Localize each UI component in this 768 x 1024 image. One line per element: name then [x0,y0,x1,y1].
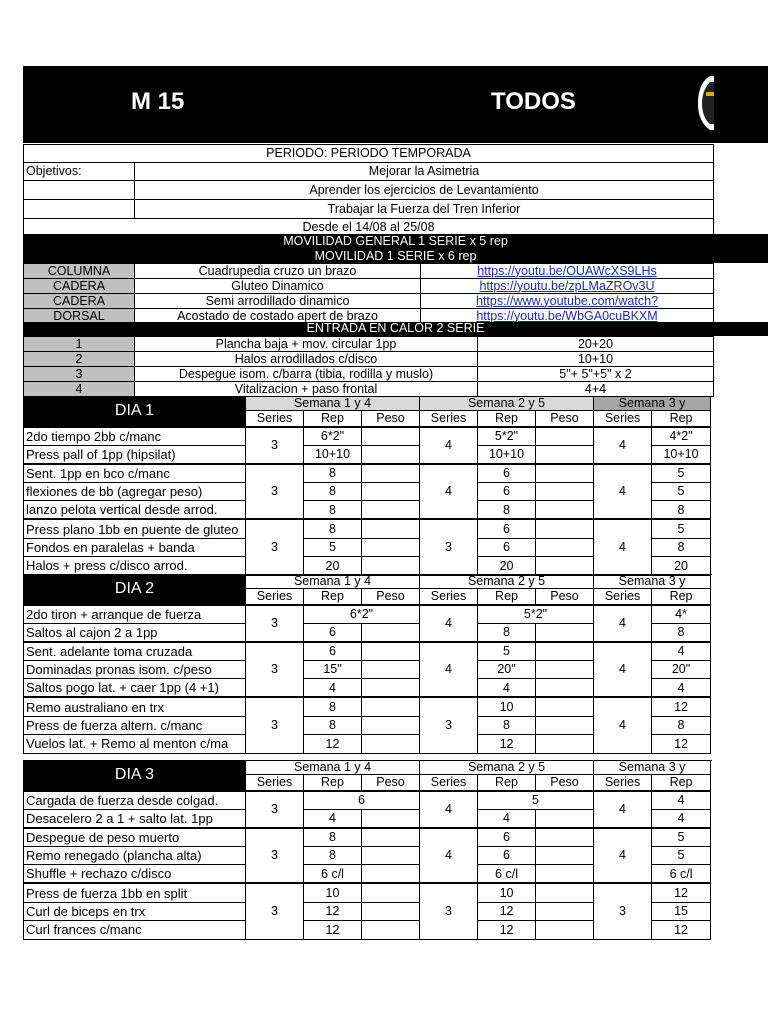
exercise-name: Dominadas pronas isom. c/peso [24,660,246,679]
series-count: 4 [594,427,652,464]
rep-value: 8 [304,697,362,716]
zona: COLUMNA [24,264,135,279]
rep-value: 20 [652,557,711,576]
peso-value[interactable] [536,660,594,679]
movilidad-row [24,264,714,279]
zona: CADERA [24,294,135,309]
rep-value: 8 [478,501,536,520]
peso-value[interactable] [536,902,594,921]
series-count: 3 [420,883,478,939]
series-count: 3 [246,828,304,884]
col-header-peso: Peso [536,411,594,427]
week-header: Semana 3 y [594,761,711,775]
peso-value[interactable] [536,883,594,902]
peso-value[interactable] [536,809,594,828]
rep-value: 6 [478,846,536,865]
rep-value: 4 [652,791,711,810]
video-link[interactable]: https://youtu.be/OUAWcXS9LHs [421,264,714,279]
col-header-rep: Rep [478,411,536,427]
rep-value: 8 [304,482,362,501]
peso-value[interactable] [536,735,594,754]
exercise-name: lanzo pelota vertical desde arrod. [24,501,246,520]
rep-value: 8 [652,716,711,735]
dosis: 5"+ 5"+5" x 2 [478,367,714,382]
peso-value[interactable] [536,679,594,698]
series-count: 4 [594,791,652,828]
rep-value: 6 [478,464,536,483]
rep-value: 6 c/l [304,865,362,884]
peso-value[interactable] [362,828,420,847]
week-header: Semana 2 y 5 [420,761,594,775]
ejercicio: Halos arrodillados c/disco [135,352,478,367]
rep-value: 12 [304,902,362,921]
entrada-table [23,336,714,397]
rep-value: 5 [652,846,711,865]
peso-value[interactable] [536,716,594,735]
col-header-peso: Peso [362,411,420,427]
day-title: DIA 1 [24,397,246,427]
rep-value: 12 [652,735,711,754]
rep-value: 8 [304,501,362,520]
peso-value[interactable] [362,846,420,865]
header-group: TODOS [491,88,576,115]
peso-value[interactable] [536,519,594,538]
week-header: Semana 1 y 4 [246,575,420,589]
club-crest-icon [696,74,714,132]
peso-value[interactable] [362,538,420,557]
exercise-name: Remo renegado (plancha alta) [24,846,246,865]
peso-value[interactable] [362,716,420,735]
week-header: Semana 1 y 4 [246,761,420,775]
peso-value[interactable] [362,902,420,921]
exercise-row [24,828,711,847]
series-count: 3 [246,642,304,698]
col-header-series: Series [420,411,478,427]
day-table [23,760,711,940]
rep-value: 4*2" [652,427,711,446]
series-count: 4 [594,464,652,520]
exercise-name: Shuffle + rechazo c/disco [24,865,246,884]
objetivo-3: Trabajar la Fuerza del Tren Inferior [135,200,714,219]
entrada-title: ENTRADA EN CALOR 2 SERIE [306,321,485,335]
entrada-row [24,352,714,367]
exercise-row [24,519,711,538]
movilidad-row [24,294,714,309]
peso-value[interactable] [536,482,594,501]
exercise-name: Press de fuerza altern. c/manc [24,716,246,735]
exercise-name: Despegue de peso muerto [24,828,246,847]
series-count: 3 [246,519,304,575]
rep-value: 12 [652,921,711,940]
exercise-name: Cargada de fuerza desde colgad. [24,791,246,810]
series-count: 3 [246,697,304,753]
peso-value[interactable] [536,427,594,446]
zona: DORSAL [24,309,135,324]
series-count: 4 [594,697,652,753]
rep-value: 12 [304,921,362,940]
exercise-name: Halos + press c/disco arrod. [24,557,246,576]
exercise-name: Sent. 1pp en bco c/manc [24,464,246,483]
rep-value: 6 [478,519,536,538]
zona: CADERA [24,279,135,294]
rep-value: 12 [478,735,536,754]
exercise-name: Curl de biceps en trx [24,902,246,921]
series-count: 3 [246,427,304,464]
rep-value: 10 [478,697,536,716]
rep-value: 15 [652,902,711,921]
rep-value: 8 [304,828,362,847]
rep-value: 12 [478,921,536,940]
movilidad-table [23,263,714,324]
peso-value[interactable] [362,642,420,661]
exercise-name: Saltos pogo lat. + caer 1pp (4 +1) [24,679,246,698]
day-table [23,574,711,754]
rep-value: 5 [652,464,711,483]
col-header-rep: Rep [304,775,362,791]
series-count: 4 [594,519,652,575]
rep-value: 8 [304,464,362,483]
rep-value: 20" [478,660,536,679]
exercise-name: flexiones de bb (agregar peso) [24,482,246,501]
entrada-row [24,337,714,352]
video-link[interactable]: https://youtu.be/WbGA0cuBKXM [421,309,714,324]
ejercicio: Cuadrupedia cruzo un brazo [135,264,421,279]
rep-value: 8 [652,538,711,557]
rep-value: 4 [304,809,362,828]
peso-value[interactable] [536,538,594,557]
peso-value[interactable] [536,557,594,576]
rep-value: 5 [652,482,711,501]
dosis: 10+10 [478,352,714,367]
peso-value[interactable] [536,501,594,520]
objetivo-1: Mejorar la Asimetria [135,163,714,181]
rep-value: 5 [652,519,711,538]
series-count: 4 [594,828,652,884]
rep-value: 8 [478,716,536,735]
peso-value[interactable] [362,921,420,940]
rep-value: 4 [652,809,711,828]
rep-value: 6*2" [304,427,362,446]
peso-value[interactable] [362,464,420,483]
rep-value: 6 [304,642,362,661]
col-header-rep: Rep [304,589,362,605]
exercise-name: Press de fuerza 1bb en split [24,883,246,902]
col-header-peso: Peso [362,775,420,791]
exercise-name: Fondos en paralelas + banda [24,538,246,557]
movilidad-general-title: MOVILIDAD GENERAL 1 SERIE x 5 rep [283,234,508,248]
ejercicio: Plancha baja + mov. circular 1pp [135,337,478,352]
series-count: 4 [420,828,478,884]
exercise-name: 2do tiron + arranque de fuerza [24,605,246,624]
series-count: 3 [594,883,652,939]
exercise-name: Saltos al cajon 2 a 1pp [24,623,246,642]
rep-value: 8 [652,501,711,520]
periodo: PERIODO: PERIODO TEMPORADA [24,145,714,163]
numero: 3 [24,367,135,382]
numero: 4 [24,382,135,397]
week-header: Semana 2 y 5 [420,397,594,411]
series-count: 4 [420,605,478,642]
rep-value: 10+10 [652,445,711,464]
week-header: Semana 1 y 4 [246,397,420,411]
peso-value[interactable] [536,846,594,865]
peso-value[interactable] [362,482,420,501]
peso-value[interactable] [362,883,420,902]
objetivos-label: Objetivos: [24,163,135,181]
rep-value: 10+10 [478,445,536,464]
numero: 2 [24,352,135,367]
header-category: M 15 [131,88,185,115]
peso-value[interactable] [362,697,420,716]
rep-value: 8 [478,623,536,642]
rep-value: 4 [304,679,362,698]
series-count: 3 [246,605,304,642]
rep-value: 6 [304,623,362,642]
series-count: 3 [420,697,478,753]
ejercicio: Vitalizacion + paso frontal [135,382,478,397]
col-header-series: Series [420,775,478,791]
exercise-row [24,883,711,902]
ejercicio: Gluteo Dinamico [135,279,421,294]
numero: 1 [24,337,135,352]
peso-value[interactable] [362,679,420,698]
movilidad-title: MOVILIDAD 1 SERIE x 6 rep [314,249,477,263]
series-count: 4 [420,791,478,828]
col-header-series: Series [246,775,304,791]
rep-value: 4 [478,809,536,828]
rep-value: 6 [478,538,536,557]
rep-value: 6 [304,791,420,810]
rep-value: 12 [478,902,536,921]
exercise-name: Curl frances c/manc [24,921,246,940]
exercise-name: Press plano 1bb en puente de gluteo [24,519,246,538]
col-header-series: Series [594,775,652,791]
rep-value: 6 [478,828,536,847]
exercise-row [24,791,711,810]
col-header-series: Series [246,589,304,605]
series-count: 4 [420,464,478,520]
col-header-series: Series [246,411,304,427]
exercise-row [24,605,711,624]
peso-value[interactable] [362,501,420,520]
series-count: 3 [246,464,304,520]
col-header-rep: Rep [652,411,711,427]
fechas: Desde el 14/08 al 25/08 [24,219,714,236]
video-link[interactable]: https://youtu.be/zpLMaZROv3U [421,279,714,294]
rep-value: 4* [652,605,711,624]
peso-value[interactable] [536,642,594,661]
exercise-name: Sent. adelante toma cruzada [24,642,246,661]
col-header-rep: Rep [478,589,536,605]
peso-value[interactable] [536,921,594,940]
exercise-name: Desacelero 2 a 1 + salto lat. 1pp [24,809,246,828]
series-count: 3 [420,519,478,575]
rep-value: 12 [304,735,362,754]
rep-value: 12 [652,883,711,902]
exercise-row [24,427,711,446]
info-table [23,144,714,236]
exercise-row [24,464,711,483]
exercise-row [24,642,711,661]
peso-value[interactable] [362,865,420,884]
peso-value[interactable] [536,623,594,642]
day-title: DIA 2 [24,575,246,605]
entrada-row [24,367,714,382]
entrada-row [24,382,714,397]
movilidad-row [24,279,714,294]
col-header-rep: Rep [304,411,362,427]
peso-value[interactable] [536,697,594,716]
exercise-row [24,697,711,716]
col-header-series: Series [594,411,652,427]
rep-value: 10+10 [304,445,362,464]
exercise-name: Remo australiano en trx [24,697,246,716]
peso-value[interactable] [362,623,420,642]
rep-value: 12 [652,697,711,716]
dosis: 4+4 [478,382,714,397]
exercise-name: 2do tiempo 2bb c/manc [24,427,246,446]
peso-value[interactable] [362,557,420,576]
rep-value: 8 [304,846,362,865]
series-count: 4 [594,605,652,642]
week-header: Semana 2 y 5 [420,575,594,589]
rep-value: 5 [478,791,594,810]
peso-value[interactable] [536,865,594,884]
rep-value: 5 [304,538,362,557]
peso-value[interactable] [362,660,420,679]
peso-value[interactable] [362,519,420,538]
rep-value: 20 [478,557,536,576]
rep-value: 8 [652,623,711,642]
ejercicio: Semi arrodillado dinamico [135,294,421,309]
rep-value: 4 [478,679,536,698]
rep-value: 20" [652,660,711,679]
day-table [23,396,711,576]
series-count: 4 [420,427,478,464]
col-header-rep: Rep [478,775,536,791]
peso-value[interactable] [536,445,594,464]
ejercicio: Despegue isom. c/barra (tibia, rodilla y muslo) [135,367,478,382]
rep-value: 5*2" [478,605,594,624]
rep-value: 4 [652,642,711,661]
objetivo-2: Aprender los ejercicios de Levantamiento [135,181,714,200]
peso-value[interactable] [362,809,420,828]
col-header-peso: Peso [362,589,420,605]
rep-value: 8 [304,519,362,538]
col-header-peso: Peso [536,589,594,605]
week-header: Semana 3 y [594,575,711,589]
exercise-name: Vuelos lat. + Remo al menton c/ma [24,735,246,754]
rep-value: 10 [304,883,362,902]
rep-value: 6 c/l [652,865,711,884]
week-header: Semana 3 y [594,397,711,411]
video-link[interactable]: https://www.youtube.com/watch? [421,294,714,309]
col-header-series: Series [420,589,478,605]
rep-value: 5 [652,828,711,847]
rep-value: 6 [478,482,536,501]
rep-value: 4 [652,679,711,698]
peso-value[interactable] [362,735,420,754]
col-header-series: Series [594,589,652,605]
rep-value: 6 c/l [478,865,536,884]
exercise-name: Press pall of 1pp (hipsilat) [24,445,246,464]
peso-value[interactable] [362,445,420,464]
rep-value: 10 [478,883,536,902]
rep-value: 20 [304,557,362,576]
series-count: 3 [246,883,304,939]
col-header-rep: Rep [652,775,711,791]
rep-value: 5 [478,642,536,661]
series-count: 3 [246,791,304,828]
series-count: 4 [594,642,652,698]
peso-value[interactable] [362,427,420,446]
series-count: 4 [420,642,478,698]
dosis: 20+20 [478,337,714,352]
rep-value: 15" [304,660,362,679]
peso-value[interactable] [536,464,594,483]
rep-value: 5*2" [478,427,536,446]
rep-value: 8 [304,716,362,735]
ejercicio: Acostado de costado apert de brazo [135,309,421,324]
rep-value: 6*2" [304,605,420,624]
col-header-rep: Rep [652,589,711,605]
peso-value[interactable] [536,828,594,847]
col-header-peso: Peso [536,775,594,791]
day-title: DIA 3 [24,761,246,791]
